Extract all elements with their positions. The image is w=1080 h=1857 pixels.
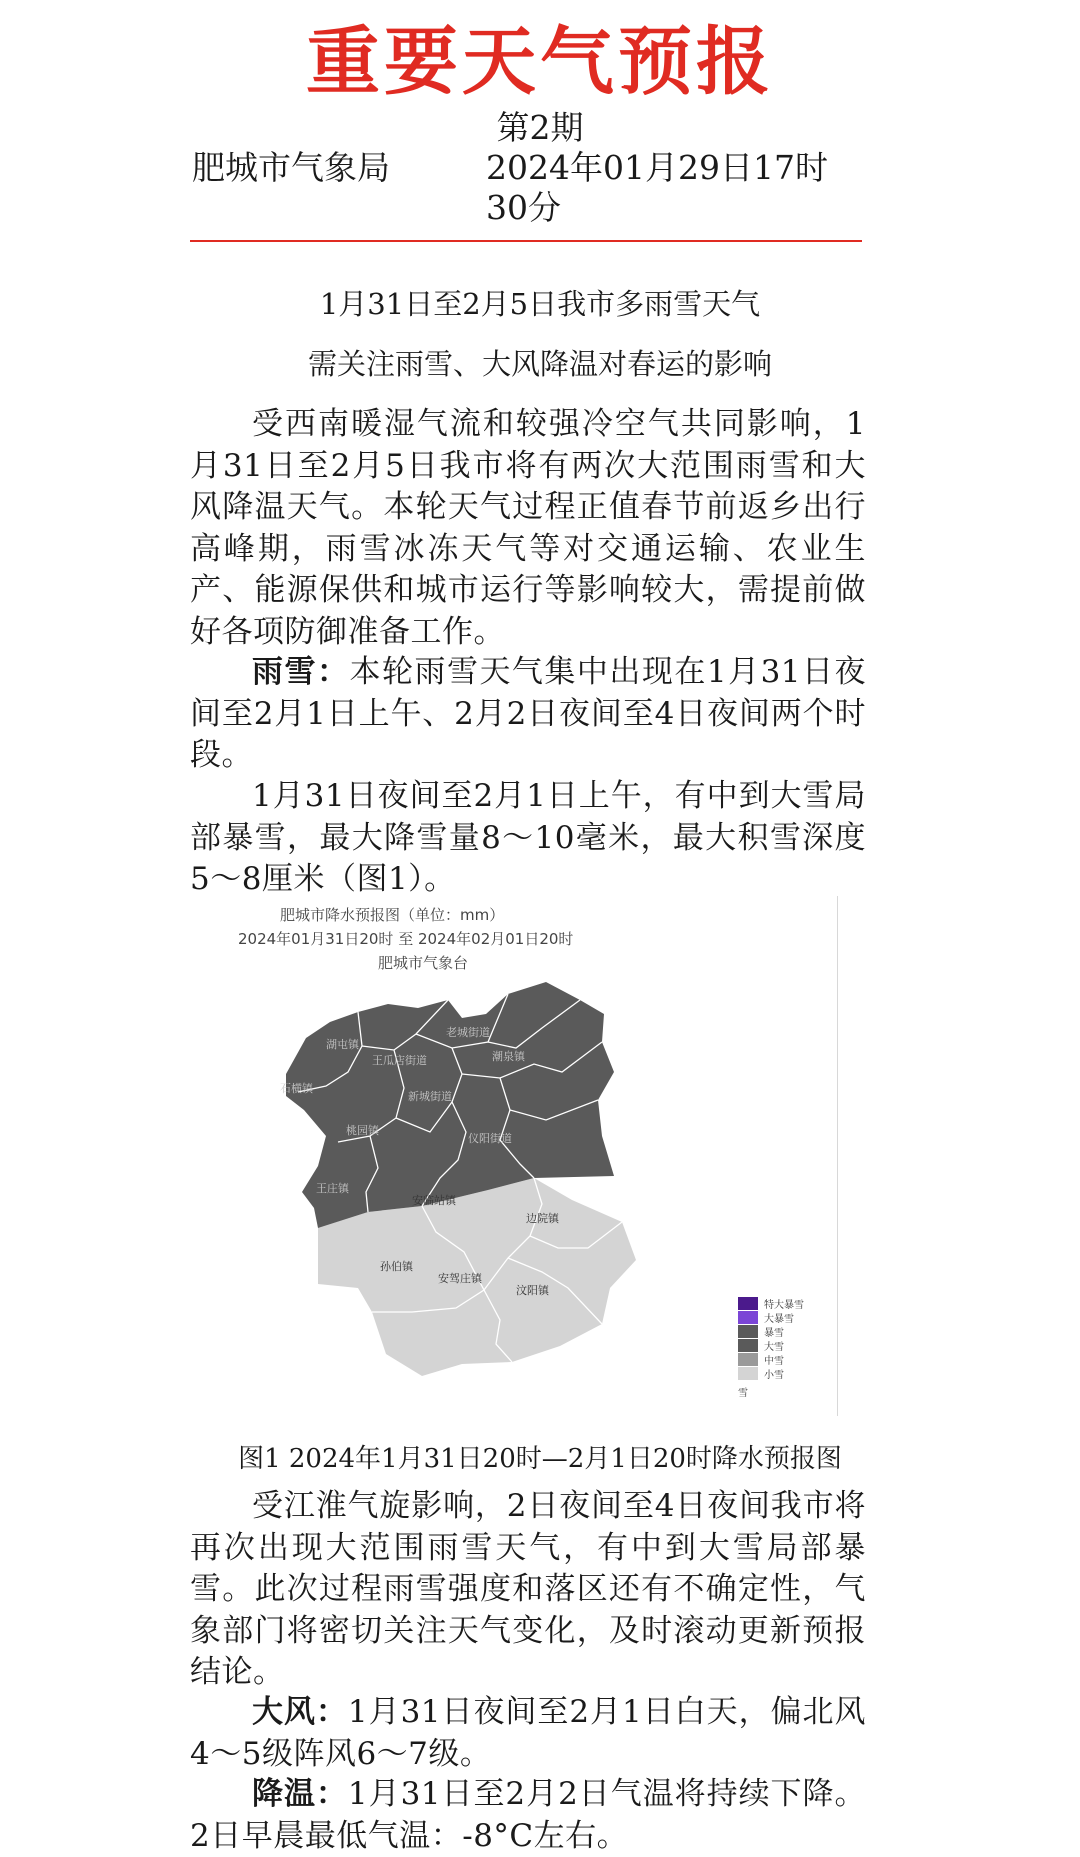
- town-label-13: 安驾庄镇: [438, 1272, 482, 1285]
- town-label-1: 湖屯镇: [326, 1038, 359, 1051]
- document-title: 重要天气预报: [306, 19, 774, 105]
- town-label-14: 汶阳镇: [516, 1284, 549, 1297]
- cooling-label: 降温：: [252, 1776, 348, 1812]
- intro-paragraph: 受西南暖湿气流和较强冷空气共同影响，1月31日至2月5日我市将有两次大范围雨雪和大风降温天气。本轮天气过程正值春节前返乡出行高峰期，雨雪冰冻天气等对交通运输、农业生产、能源保供和城市运行等影响较大，需提前做好各项防御准备工作。: [190, 406, 866, 650]
- map-title: 肥城市降水预报图（单位：mm）: [280, 906, 505, 924]
- town-label-8: 桃园镇: [346, 1124, 379, 1137]
- precipitation-map-figure: [190, 896, 842, 1428]
- town-label-10: 安临站镇: [412, 1194, 456, 1207]
- wind-paragraph: [190, 1692, 866, 1775]
- legend-label: 中雪: [764, 1355, 784, 1367]
- legend-swatch: [738, 1339, 758, 1352]
- legend-rows: [738, 1296, 820, 1380]
- legend-item: [738, 1310, 820, 1324]
- legend-label: 大雪: [764, 1341, 784, 1353]
- issuing-bureau: 肥城市气象局: [192, 148, 390, 187]
- legend-item: [738, 1338, 820, 1352]
- town-label-7: 仪阳街道: [468, 1132, 512, 1145]
- legend-label: 大暴雪: [764, 1313, 794, 1325]
- legend-item: [738, 1324, 820, 1338]
- second-event-paragraph: 受江淮气旋影响，2日夜间至4日夜间我市将再次出现大范围雨雪天气，有中到大雪局部暴雪。此次过程雨雪强度和落区还有不确定性，气象部门将密切关注天气变化，及时滚动更新预报结论。: [190, 1488, 866, 1690]
- town-label-6: 新城街道: [408, 1090, 452, 1103]
- legend-item: [738, 1296, 820, 1310]
- cooling-paragraph: [190, 1774, 866, 1857]
- legend-swatch: [738, 1325, 758, 1338]
- town-label-12: 孙伯镇: [380, 1260, 413, 1273]
- issue-number: 第2期: [496, 108, 584, 147]
- town-label-5: 石横镇: [280, 1082, 313, 1095]
- town-label-4: 王瓜店街道: [372, 1054, 427, 1067]
- legend-label: 暴雪: [764, 1327, 784, 1339]
- legend-swatch: [738, 1311, 758, 1324]
- town-label-3: 潮泉镇: [492, 1050, 525, 1063]
- legend-label: 小雪: [764, 1369, 784, 1381]
- snow-paragraph: [190, 652, 866, 777]
- headline-secondary: 需关注雨雪、大风降温对春运的影响: [307, 347, 772, 381]
- issue-datetime: 2024年01月29日17时30分: [486, 148, 828, 227]
- legend-item: [738, 1366, 820, 1380]
- legend-label: 特大暴雪: [764, 1299, 804, 1311]
- town-label-9: 王庄镇: [316, 1182, 349, 1195]
- legend-swatch: [738, 1297, 758, 1310]
- snow-text: 本轮雨雪天气集中出现在1月31日夜间至2月1日上午、2月2日夜间至4日夜间两个时段。: [190, 654, 867, 773]
- snow-label: 雨雪：: [252, 654, 350, 690]
- legend-footer: 雪: [738, 1388, 748, 1399]
- legend-swatch: [738, 1367, 758, 1380]
- cooling-text: 1月31日至2月2日气温将持续下降。2日早晨最低气温：-8°C左右。: [190, 1776, 866, 1854]
- legend-swatch: [738, 1353, 758, 1366]
- legend-item: [738, 1352, 820, 1366]
- wind-text: 1月31日夜间至2月1日白天，偏北风4～5级阵风6～7级。: [190, 1694, 866, 1772]
- snow-detail-paragraph: 1月31日夜间至2月1日上午，有中到大雪局部暴雪，最大降雪量8～10毫米，最大积雪深度5～8厘米（图1）。: [190, 778, 866, 897]
- town-label-2: 老城街道: [446, 1026, 490, 1039]
- map-period: 2024年01月31日20时 至 2024年02月01日20时: [238, 930, 574, 948]
- figure-caption: 图1 2024年1月31日20时—2月1日20时降水预报图: [238, 1444, 842, 1474]
- map-legend: [738, 1296, 820, 1408]
- wind-label: 大风：: [252, 1694, 348, 1730]
- header-divider: [190, 240, 862, 242]
- town-label-11: 边院镇: [526, 1212, 559, 1225]
- map-agency: 肥城市气象台: [378, 954, 469, 972]
- headline-primary: 1月31日至2月5日我市多雨雪天气: [319, 287, 761, 321]
